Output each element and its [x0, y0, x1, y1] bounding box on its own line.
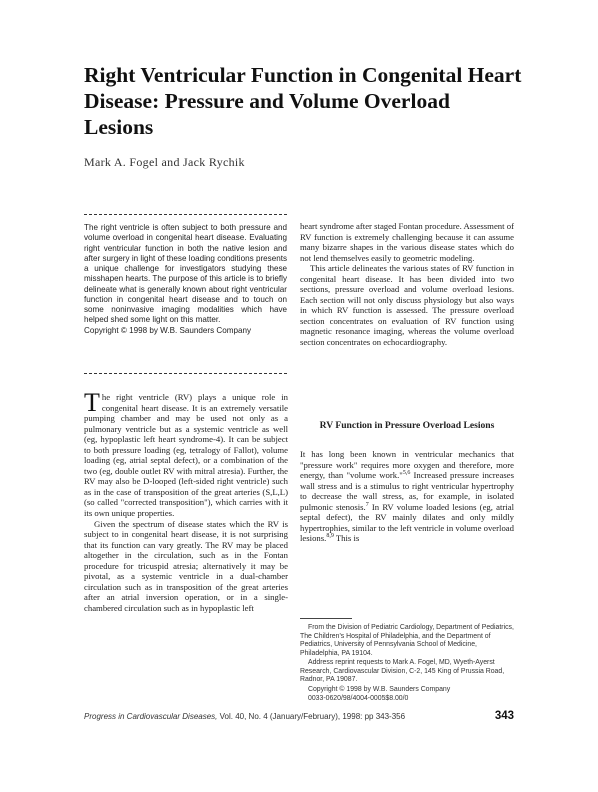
footnotes: [300, 624, 514, 705]
right-paragraph-1: heart syndrome after staged Fontan procedure. Assessment of RV function is extremely challenging because it can assume many bizarre shapes in the various disease states which do not lend themselves easily to geometric modeling.: [300, 221, 514, 263]
reference-marker: 7: [365, 501, 369, 508]
footnote-copyright: Copyright © 1998 by W.B. Saunders Company: [308, 685, 451, 693]
drop-cap: T: [84, 388, 100, 417]
left-column: [84, 388, 288, 613]
reference-marker: 5,6: [402, 470, 411, 477]
footnote-rule: [300, 618, 352, 619]
page-number: 343: [494, 710, 514, 722]
intro-paragraph-1: [84, 388, 288, 519]
footnote-affiliation: From the Division of Pediatric Cardiology, Department of Pediatrics, The Children's Hospital of Philadelphia, and the Department of Pediatrics, University of Pennsylvania School of Medicine, Philadelphia, PA 19104.: [300, 624, 514, 657]
right-paragraph-2: This article delineates the various states of RV function in congenital heart disease. It has been divided into two sections, pressure overload and volume overload lesions. Each section will not only discuss physiology but also ways in which RV function is assessed. The pressure overload section concentrates on evaluation of RV function using magnetic resonance imaging, whereas the volume overload section concentrates on echocardiography.: [300, 263, 514, 348]
page-footer: [84, 710, 514, 724]
right-column-top: [300, 221, 514, 348]
abstract-text: The right ventricle is often subject to both pressure and volume overload in congenital heart disease. Evaluating right ventricular function in both the native lesion and after surgery in light of these loading conditions presents a unique challenge for investigators studying these misshapen hearts. The purpose of this article is to briefly delineate what is generally known about right ventricular function in congenital heart disease and to touch on some noninvasive imaging modalities which have helped shed some light on this matter.: [84, 223, 287, 325]
section-heading: RV Function in Pressure Overload Lesions: [319, 420, 495, 431]
intro-paragraph-2: Given the spectrum of disease states which the RV is subject to in congenital heart disease, it is not surprising that its function can vary greatly. The RV may be placed altogether in the circulation, such as in the Fontan procedure for tricuspid atresia; alternatively it may be pivotal, as a systemic ventricle in a dual-chamber circulation such as in transposition of the great arteries after an atrial inversion operation, or in a single-chambered circulation such as in hypoplastic left: [84, 518, 288, 613]
article-authors: Mark A. Fogel and Jack Rychik: [84, 155, 245, 169]
reference-marker: 8,9: [326, 533, 334, 540]
section-body: [300, 449, 514, 544]
footnote-code: 0033-0620/98/4004-0005$8.00/0: [308, 695, 409, 702]
journal-citation: [84, 712, 405, 721]
section-paragraph-1: [300, 449, 514, 544]
abstract-bottom-rule: [84, 373, 287, 374]
section-text-d: This is: [333, 533, 360, 544]
intro-paragraph-1-text: he right ventricle (RV) plays a unique role in congenital heart disease. It is an extremely versatile pumping chamber and may be used not only as a pulmonary ventricle but as a systemic ventricle as well (eg, hypoplastic left heart syndrome-4). It can be subject to both pressure loading (eg, tetralogy of Fallot), volume loading (eg, atrial septal defect), or a combination of the two (eg, double outlet RV with mitral atresia). Further, the RV may also be D-looped (left-sided right ventricle) such as in the case of transposition of the great arteries (S,L,L) (so called "corrected transposition"), which carries with it its own unique properties.: [84, 392, 288, 519]
section-text-c: In RV volume loaded lesions (eg, atrial septal defect), the RV mainly dilates and only mildly hypertrophies, similar to the left ventricle in volume overload lesions.: [300, 501, 514, 544]
footnote-address: Address reprint requests to Mark A. Fogel, MD, Wyeth-Ayerst Research, Cardiovascular Division, C-2, 145 King of Prussia Road, Radnor, PA 19087.: [300, 659, 505, 683]
abstract-copyright: Copyright © 1998 by W.B. Saunders Company: [84, 325, 252, 335]
journal-volume: Vol. 40, No. 4 (January/February), 1998: pp 343-356: [219, 712, 406, 721]
abstract: [84, 223, 287, 336]
journal-name: Progress in Cardiovascular Diseases,: [84, 712, 218, 721]
article-title: Right Ventricular Function in Congenital Heart Disease: Pressure and Volume Overload Lesions: [84, 63, 522, 139]
section-text-a: It has long been known in ventricular mechanics that "pressure work" requires more oxygen and therefore, more energy, than "volume work.": [300, 449, 514, 481]
abstract-top-rule: [84, 214, 287, 215]
section-text-b: Increased pressure increases wall stress and is a stimulus to right ventricular hypertrophy to decrease the wall stress, as, for example, in isolated pulmonic stenosis.: [300, 470, 514, 512]
